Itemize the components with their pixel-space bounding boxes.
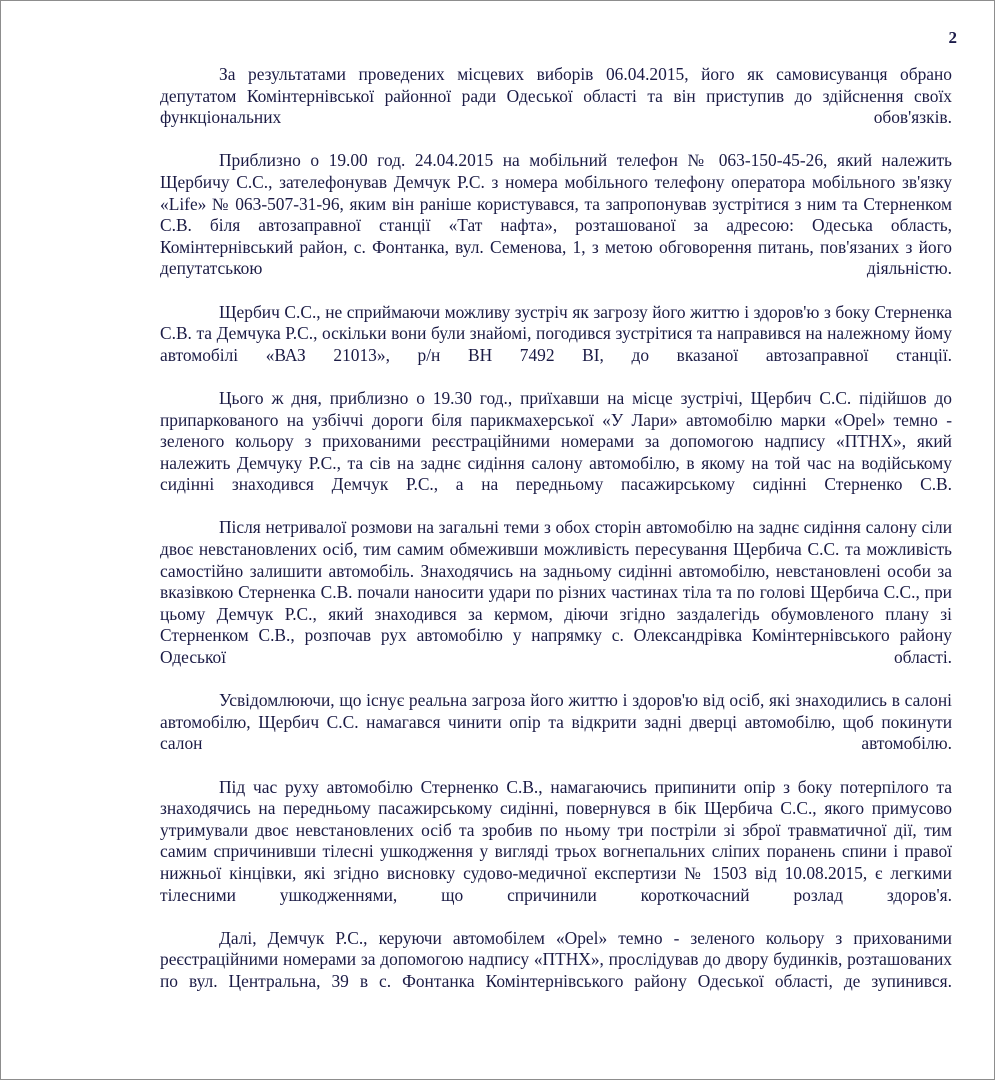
- page-number: 2: [948, 28, 957, 47]
- document-body: [160, 64, 952, 1014]
- paragraph: Щербич С.С., не сприймаючи можливу зустріч як загрозу його життю і здоров'ю з боку Стерненка С.В. та Демчука Р.С., оскільки вони були знайомі, погодився зустрітися та направився на належному йому автомобілі «ВАЗ 21013», р/н ВН 7492 ВІ, до вказаної автозаправної станції.: [160, 301, 952, 365]
- paragraph: За результатами проведених місцевих виборів 06.04.2015, його як самовисуванця обрано депутатом Комінтернівської районної ради Одеської області та він приступив до здійснення своїх функціональних обов'язків.: [160, 64, 952, 128]
- paragraph: Цього ж дня, приблизно о 19.30 год., приїхавши на місце зустрічі, Щербич С.С. підійшов до припаркованого на узбіччі дороги біля парикмахерської «У Лари» автомобілю марки «Opel» темно - зеленого кольору з прихованими реєстраційними номерами за допомогою надпису «ПТНХ», який належить Демчуку Р.С., та сів на заднє сидіння салону автомобілю, в якому на той час на водійському сидінні знаходився Демчук Р.С., а на передньому пасажирському сидінні Стерненко С.В.: [160, 387, 952, 495]
- paragraph: Під час руху автомобілю Стерненко С.В., намагаючись припинити опір з боку потерпілого та знаходячись на передньому пасажирському сидінні, повернувся в бік Щербича С.С., якого примусово утримували двоє невстановлених осіб та зробив по ньому три постріли зі зброї травматичної дії, тим самим спричинивши тілесні ушкодження у вигляді трьох вогнепальних сліпих поранень спини і правої нижньої кінцівки, які згідно висновку судово-медичної експертизи № 1503 від 10.08.2015, є легкими тілесними ушкодженнями, що спричинили короткочасний розлад здоров'я.: [160, 776, 952, 905]
- paragraph: Приблизно о 19.00 год. 24.04.2015 на мобільний телефон № 063-150-45-26, який належить Щербичу С.С., зателефонував Демчук Р.С. з номера мобільного телефону оператора мобільного зв'язку «Life» № 063-507-31-96, яким він раніше користувався, та запропонував зустрітися з ним та Стерненком С.В. біля автозаправної станції «Тат нафта», розташованої за адресою: Одеська область, Комінтернівський район, с. Фонтанка, вул. Семенова, 1, з метою обговорення питань, пов'язаних з його депутатською діяльністю.: [160, 150, 952, 279]
- paragraph: Після нетривалої розмови на загальні теми з обох сторін автомобілю на заднє сидіння салону сіли двоє невстановлених осіб, тим самим обмеживши можливість пересування Щербича С.С. та можливість самостійно залишити автомобіль. Знаходячись на задньому сидінні автомобілю, невстановлені особи за вказівкою Стерненка С.В. почали наносити удари по різних частинах тіла та по голові Щербича С.С., при цьому Демчук Р.С., який знаходився за кермом, діючи згідно заздалегідь обумовленого плану зі Стерненком С.В., розпочав рух автомобілю у напрямку с. Олександрівка Комінтернівського району Одеської області.: [160, 517, 952, 668]
- paragraph: Далі, Демчук Р.С., керуючи автомобілем «Opel» темно - зеленого кольору з прихованими реєстраційними номерами за допомогою надпису «ПТНХ», прослідував до двору будинків, розташованих по вул. Центральна, 39 в с. Фонтанка Комінтернівського району Одеської області, де зупинився.: [160, 927, 952, 991]
- paragraph: Усвідомлюючи, що існує реальна загроза його життю і здоров'ю від осіб, які знаходились в салоні автомобілю, Щербич С.С. намагався чинити опір та відкрити задні дверці автомобілю, щоб покинути салон автомобілю.: [160, 690, 952, 754]
